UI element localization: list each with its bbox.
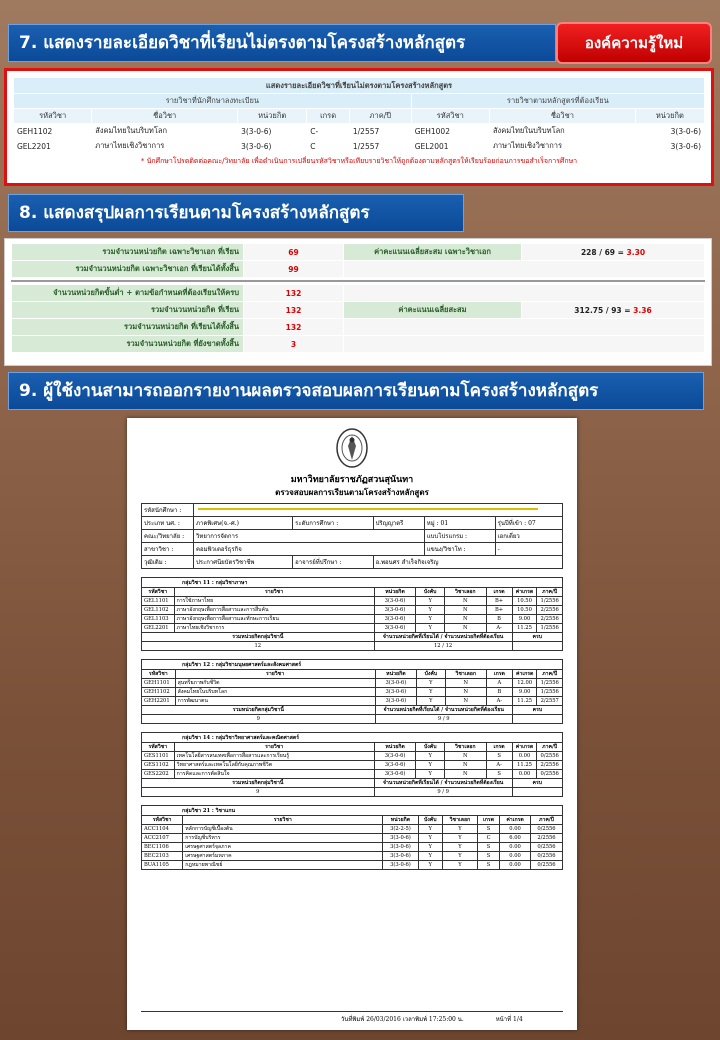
empty-cell: [344, 336, 705, 353]
required-group-header: รายวิชาตามหลักสูตรที่ต้องเรียน: [411, 94, 704, 109]
group-total: 12: [142, 642, 375, 651]
major-value: คอมพิวเตอร์ธุรกิจ: [194, 543, 425, 556]
group-col-header: รายวิชา: [174, 588, 374, 597]
course-cell: Y: [416, 606, 445, 615]
total-credits-value: 132: [244, 302, 344, 319]
sum-header-total: รวมหน่วยกิตกลุ่มวิชานี้: [142, 779, 375, 788]
course-cell: Y: [416, 597, 445, 606]
course-cell: วิทยาศาสตร์และเทคโนโลยีกับคุณภาพชีวิต: [174, 761, 374, 770]
course-cell: 0/2556: [537, 770, 563, 779]
mismatch-cell: ภาษาไทยเชิงวิชาการ: [489, 139, 635, 154]
course-cell: ภาษาอังกฤษเพื่อการสื่อสารและการสืบค้น: [174, 606, 374, 615]
course-cell: N: [445, 752, 486, 761]
mismatch-cell: สังคมไทยในบริบทโลก: [489, 124, 635, 139]
course-cell: Y: [442, 861, 477, 870]
group-col-header: ค่าเกรด: [500, 816, 531, 825]
course-cell: 3(3-0-6): [374, 597, 416, 606]
mismatch-cell: ภาษาไทยเชิงวิชาการ: [92, 139, 238, 154]
gpa-formula: 312.75 / 93 =: [574, 305, 631, 315]
group-col-header: ภาค/ปี: [537, 670, 563, 679]
group-col-header: รหัสวิชา: [142, 588, 175, 597]
course-group-table: [141, 659, 563, 724]
course-cell: N: [445, 770, 486, 779]
section8-title: 8. แสดงสรุปผลการเรียนตามโครงสร้างหลักสูตร: [8, 194, 464, 232]
sum-header-complete: ครบ: [512, 706, 562, 715]
course-cell: 3(3-0-6): [383, 834, 418, 843]
mismatch-col-header: หน่วยกิต: [635, 109, 704, 124]
course-cell: 3(3-0-6): [374, 770, 416, 779]
course-cell: N: [444, 615, 486, 624]
course-cell: Y: [416, 770, 445, 779]
mismatch-cell: 3(3-0-6): [238, 139, 307, 154]
course-cell: 11.25: [512, 624, 537, 633]
course-cell: การคิดและการตัดสินใจ: [174, 770, 374, 779]
course-cell: 2/2556: [537, 761, 563, 770]
group-total: 9: [142, 715, 376, 724]
level-value: ปริญญาตรี: [373, 517, 424, 530]
course-cell: GEL1102: [142, 606, 175, 615]
mismatch-cell: GEL2201: [14, 139, 92, 154]
major-credits-value: 69: [244, 244, 344, 261]
passed-credits-value: 132: [244, 319, 344, 336]
group-name: กลุ่มวิชา 12 : กลุ่มวิชามนุษยศาสตร์และสังคมศาสตร์: [142, 660, 563, 670]
course-cell: GEL1103: [142, 615, 175, 624]
course-cell: 3(3-0-6): [374, 606, 416, 615]
plan-label: แบบโปรแกรม :: [424, 530, 495, 543]
course-cell: Y: [418, 825, 442, 834]
course-cell: GES1102: [142, 761, 175, 770]
page-number: หน้าที่ 1/4: [495, 1016, 523, 1023]
course-cell: N: [444, 606, 486, 615]
passed-credits-label: รวมจำนวนหน่วยกิต ที่เรียนได้ทั้งสิ้น: [12, 319, 244, 336]
course-cell: S: [478, 825, 500, 834]
mismatch-col-header: เกรด: [307, 109, 350, 124]
gpa-cell: [522, 302, 705, 319]
course-cell: GEL2201: [142, 624, 175, 633]
course-cell: B+: [486, 606, 512, 615]
group-col-header: รายวิชา: [174, 743, 374, 752]
course-cell: เศรษฐศาสตร์จุลภาค: [183, 843, 383, 852]
group-ratio: 12 / 12: [374, 642, 512, 651]
group-col-header: บังคับ: [418, 816, 442, 825]
table-row: [142, 834, 563, 843]
mismatch-cell: สังคมไทยในบริบทโลก: [92, 124, 238, 139]
course-cell: S: [478, 843, 500, 852]
course-cell: Y: [416, 752, 445, 761]
course-group: [141, 659, 563, 724]
course-cell: 0.00: [512, 752, 537, 761]
level-label: ระดับการศึกษา :: [293, 517, 373, 530]
course-cell: 1/2556: [537, 688, 563, 697]
course-group-table: [141, 732, 563, 797]
degree-value: ประกาศนียบัตรวิชาชีพ: [194, 556, 293, 569]
course-cell: Y: [418, 834, 442, 843]
course-cell: การบัญชีบริหาร: [183, 834, 383, 843]
course-cell: 2/2556: [530, 834, 562, 843]
course-cell: Y: [416, 615, 445, 624]
gpa-label: ค่าคะแนนเฉลี่ยสะสม: [344, 302, 522, 319]
course-cell: หลักการบัญชีเบื้องต้น: [183, 825, 383, 834]
summary-panel: [4, 238, 712, 366]
table-row: [142, 752, 563, 761]
group-total: 9: [142, 788, 375, 797]
course-cell: กฎหมายพาณิชย์: [183, 861, 383, 870]
table-row: [142, 615, 563, 624]
minor-value: -: [495, 543, 562, 556]
mismatch-col-header: หน่วยกิต: [238, 109, 307, 124]
group-col-header: บังคับ: [416, 588, 445, 597]
empty-cell: [344, 319, 705, 336]
mismatch-col-header: รหัสวิชา: [411, 109, 489, 124]
course-cell: 2/2556: [537, 615, 563, 624]
major-credits-all-value: 99: [244, 261, 344, 278]
course-cell: ภาษาไทยเชิงวิชาการ: [174, 624, 374, 633]
course-cell: Y: [416, 624, 445, 633]
table-row: [142, 852, 563, 861]
group-col-header: เกรด: [478, 816, 500, 825]
new-knowledge-badge: องค์ความรู้ใหม่: [556, 22, 712, 64]
group-col-header: ค่าเกรด: [512, 743, 537, 752]
group-name: กลุ่มวิชา 14 : กลุ่มวิชาวิทยาศาสตร์และคณิตศาสตร์: [142, 733, 563, 743]
course-cell: S: [486, 770, 512, 779]
course-cell: N: [445, 688, 486, 697]
mismatch-col-header: รหัสวิชา: [14, 109, 92, 124]
redaction-mark: [198, 508, 538, 510]
mismatch-cell: 3(3-0-6): [635, 124, 704, 139]
major-credits-all-label: รวมจำนวนหน่วยกิต เฉพาะวิชาเอก ที่เรียนได้ทั้งสิ้น: [12, 261, 244, 278]
sum-header-ratio: จำนวนหน่วยกิตที่เรียนได้ / จำนวนหน่วยกิตที่ต้องเรียน: [374, 779, 512, 788]
course-cell: 0/2556: [530, 852, 562, 861]
group-col-header: บังคับ: [416, 743, 445, 752]
group-col-header: รหัสวิชา: [142, 670, 176, 679]
empty-cell: [344, 285, 705, 302]
mismatch-col-header: ภาค/ปี: [349, 109, 411, 124]
course-cell: 1/2556: [537, 679, 563, 688]
course-group-table: [141, 805, 563, 870]
mismatch-row: [14, 124, 705, 139]
year-label: รุ่นปีที่เข้า :: [497, 520, 527, 527]
course-group: [141, 805, 563, 870]
report-university: มหาวิทยาลัยราชภัฏสวนสุนันทา: [290, 475, 414, 485]
mismatch-note: * นักศึกษาโปรดติดต่อคณะ/วิทยาลัย เพื่อดำเนินการเปลี่ยนรหัสวิชาหรือเทียบรายวิชาให้ถูกต้องตามหลักสูตรให้เรียบร้อยก่อนการขอสำเร็จการศึกษา: [140, 157, 578, 165]
group-col-header: วิชาเลอก: [445, 670, 486, 679]
course-cell: ภาษาอังกฤษเพื่อการสื่อสารและทักษะการเรียน: [174, 615, 374, 624]
report-document: [127, 418, 577, 1030]
university-seal-icon: [334, 426, 370, 470]
major-gpa-label: ค่าคะแนนเฉลี่ยสะสม เฉพาะวิชาเอก: [344, 244, 522, 261]
group-col-header: บังคับ: [417, 670, 445, 679]
course-cell: เศรษฐศาสตร์มหภาค: [183, 852, 383, 861]
course-groups: [141, 577, 563, 870]
course-cell: Y: [418, 843, 442, 852]
course-cell: Y: [418, 852, 442, 861]
course-cell: GEH1101: [142, 679, 176, 688]
table-row: [142, 697, 563, 706]
course-cell: GEH1102: [142, 688, 176, 697]
course-cell: BEC2103: [142, 852, 183, 861]
course-cell: 3(3-0-6): [374, 761, 416, 770]
print-datetime: วันที่พิมพ์ 26/03/2016 เวลาพิมพ์ 17:25:00 น.: [341, 1016, 464, 1023]
course-cell: 3(3-0-6): [383, 861, 418, 870]
sum-header-total: รวมหน่วยกิตกลุ่มวิชานี้: [142, 633, 375, 642]
course-cell: GEL1101: [142, 597, 175, 606]
year-value: 07: [528, 520, 536, 527]
course-cell: A-: [486, 697, 512, 706]
course-cell: B: [486, 615, 512, 624]
major-gpa-formula: 228 / 69 =: [580, 247, 624, 257]
course-group: [141, 732, 563, 797]
course-group-table: [141, 577, 563, 651]
sum-header-ratio: จำนวนหน่วยกิตที่เรียนได้ / จำนวนหน่วยกิตที่ต้องเรียน: [375, 706, 512, 715]
section9-title: 9. ผู้ใช้งานสามารถออกรายงานผลตรวจสอบผลการเรียนตามโครงสร้างหลักสูตร: [8, 372, 704, 410]
degree-label: วุฒิเดิม :: [142, 556, 194, 569]
min-credits-label: จำนวนหน่วยกิตขั้นต่ำ + ตามข้อกำหนดที่ต้องเรียนให้ครบ: [12, 285, 244, 302]
major-label: สาขาวิชา :: [142, 543, 194, 556]
group-col-header: วิชาเลอก: [442, 816, 477, 825]
course-cell: Y: [442, 843, 477, 852]
major-gpa-value: 3.30: [626, 247, 646, 257]
course-cell: 6.00: [500, 834, 531, 843]
sum-header-complete: ครบ: [512, 779, 562, 788]
mismatch-course-panel: [4, 68, 714, 186]
group-col-header: เกรด: [486, 670, 512, 679]
mismatch-course-table: [13, 77, 705, 154]
group-col-header: เกรด: [486, 588, 512, 597]
course-cell: 3(3-0-6): [374, 615, 416, 624]
section7-title: 7. แสดงรายละเอียดวิชาที่เรียนไม่ตรงตามโครงสร้างหลักสูตร: [8, 24, 556, 62]
type-label: ประเภท นศ. :: [142, 517, 194, 530]
course-cell: 10.50: [512, 597, 537, 606]
course-cell: 3(3-0-6): [383, 843, 418, 852]
course-cell: Y: [417, 679, 445, 688]
mismatch-cell: 1/2557: [349, 139, 411, 154]
mismatch-cell: GEL2001: [411, 139, 489, 154]
year-cell: [495, 517, 562, 530]
table-row: [142, 624, 563, 633]
course-cell: สุนทรียภาพกับชีวิต: [175, 679, 375, 688]
table-row: [142, 861, 563, 870]
mismatch-cell: 3(3-0-6): [635, 139, 704, 154]
course-cell: 11.25: [512, 697, 537, 706]
course-cell: 2/2556: [537, 606, 563, 615]
group-col-header: ภาค/ปี: [537, 588, 563, 597]
course-cell: N: [444, 624, 486, 633]
course-cell: การพัฒนาตน: [175, 697, 375, 706]
course-group: [141, 577, 563, 651]
type-value: ภาคพิเศษ(จ.-ศ.): [194, 517, 293, 530]
group-col-header: รายวิชา: [183, 816, 383, 825]
table-row: [142, 770, 563, 779]
sum-header-ratio: จำนวนหน่วยกิตที่เรียนได้ / จำนวนหน่วยกิตที่ต้องเรียน: [374, 633, 512, 642]
mismatch-cell: C: [307, 139, 350, 154]
course-cell: GES1101: [142, 752, 175, 761]
course-cell: GEH2201: [142, 697, 176, 706]
course-cell: Y: [416, 761, 445, 770]
course-cell: การใช้ภาษาไทย: [174, 597, 374, 606]
mismatch-cell: C-: [307, 124, 350, 139]
group-value: 01: [440, 520, 449, 527]
min-credits-value: 132: [244, 285, 344, 302]
missing-credits-label: รวมจำนวนหน่วยกิต ที่ยังขาดทั้งสิ้น: [12, 336, 244, 353]
course-cell: Y: [442, 834, 477, 843]
course-cell: S: [478, 861, 500, 870]
mismatch-col-header: ชื่อวิชา: [489, 109, 635, 124]
course-cell: 0/2556: [530, 861, 562, 870]
group-col-header: ค่าเกรด: [512, 588, 537, 597]
summary-table-total: [11, 284, 705, 353]
course-cell: S: [478, 852, 500, 861]
group-complete: [512, 715, 562, 724]
course-cell: N: [445, 761, 486, 770]
course-cell: S: [486, 752, 512, 761]
table-row: [142, 825, 563, 834]
table-row: [142, 679, 563, 688]
course-cell: 12.00: [512, 679, 537, 688]
course-cell: 0/2556: [530, 825, 562, 834]
group-complete: [512, 642, 562, 651]
course-cell: BEC1106: [142, 843, 183, 852]
mismatch-cell: GEH1102: [14, 124, 92, 139]
course-cell: 3(3-0-6): [383, 852, 418, 861]
course-cell: Y: [417, 688, 445, 697]
registered-group-header: รายวิชาที่นักศึกษาลงทะเบียน: [14, 94, 412, 109]
report-footer: [141, 1011, 563, 1024]
group-cell: [424, 517, 495, 530]
course-cell: 11.25: [512, 761, 537, 770]
faculty-label: คณะ/วิทยาลัย :: [142, 530, 194, 543]
student-info-table: [141, 503, 563, 569]
course-cell: 0.00: [500, 852, 531, 861]
table-row: [142, 843, 563, 852]
major-credits-label: รวมจำนวนหน่วยกิต เฉพาะวิชาเอก ที่เรียน: [12, 244, 244, 261]
table-row: [142, 606, 563, 615]
course-cell: 3(2-2-5): [383, 825, 418, 834]
course-cell: N: [444, 597, 486, 606]
course-cell: สังคมไทยในบริบทโลก: [175, 688, 375, 697]
group-col-header: รหัสวิชา: [142, 743, 175, 752]
summary-divider: [11, 280, 705, 282]
advisor-value: อ.พอนศร สำเร็จกิจเจริญ: [373, 556, 562, 569]
course-cell: 9.00: [512, 688, 537, 697]
group-col-header: ค่าเกรด: [512, 670, 537, 679]
course-cell: 3(3-0-6): [374, 624, 416, 633]
course-cell: Y: [418, 861, 442, 870]
faculty-value: วิทยาการจัดการ: [194, 530, 425, 543]
course-cell: C: [478, 834, 500, 843]
course-cell: 1/2556: [537, 624, 563, 633]
mismatch-table-caption: แสดงรายละเอียดวิชาที่เรียนไม่ตรงตามโครงสร้างหลักสูตร: [14, 78, 705, 94]
student-id-label: รหัสนักศึกษา :: [142, 504, 194, 517]
course-cell: Y: [417, 697, 445, 706]
group-name: กลุ่มวิชา 21 : วิชาแกน: [142, 806, 563, 816]
group-ratio: 9 / 9: [374, 788, 512, 797]
report-subtitle: ตรวจสอบผลการเรียนตามโครงสร้างหลักสูตร: [275, 487, 429, 497]
group-ratio: 9 / 9: [375, 715, 512, 724]
minor-label: แขนง/วิชาโท :: [424, 543, 495, 556]
course-cell: 10.50: [512, 606, 537, 615]
plan-value: เอกเดี่ยว: [495, 530, 562, 543]
course-cell: ACC2107: [142, 834, 183, 843]
course-cell: 0.00: [512, 770, 537, 779]
course-cell: 0/2556: [537, 752, 563, 761]
course-cell: GES2202: [142, 770, 175, 779]
summary-table-major: [11, 243, 705, 278]
group-col-header: ภาค/ปี: [530, 816, 562, 825]
group-name: กลุ่มวิชา 11 : กลุ่มวิชาภาษา: [142, 578, 563, 588]
course-cell: 3(3-0-6): [374, 752, 416, 761]
group-col-header: รหัสวิชา: [142, 816, 183, 825]
group-col-header: เกรด: [486, 743, 512, 752]
mismatch-row: [14, 139, 705, 154]
course-cell: N: [445, 697, 486, 706]
sum-header-total: รวมหน่วยกิตกลุ่มวิชานี้: [142, 706, 376, 715]
course-cell: 9.00: [512, 615, 537, 624]
advisor-label: อาจารย์ที่ปรึกษา :: [293, 556, 373, 569]
group-col-header: วิชาเลอก: [445, 743, 486, 752]
table-row: [142, 597, 563, 606]
course-cell: B: [486, 688, 512, 697]
missing-credits-value: 3: [244, 336, 344, 353]
group-col-header: วิชาเลอก: [444, 588, 486, 597]
course-cell: B+: [486, 597, 512, 606]
group-label: หมู่ :: [426, 520, 439, 527]
mismatch-cell: 3(3-0-6): [238, 124, 307, 139]
course-cell: A-: [486, 624, 512, 633]
student-id-redacted: [194, 504, 563, 517]
course-cell: Y: [442, 852, 477, 861]
course-cell: 0/2556: [530, 843, 562, 852]
mismatch-col-header: ชื่อวิชา: [92, 109, 238, 124]
course-cell: 0.00: [500, 825, 531, 834]
course-cell: 3(3-0-6): [375, 697, 417, 706]
table-row: [142, 688, 563, 697]
course-cell: Y: [442, 825, 477, 834]
course-cell: เทคโนโลยีสารสนเทศเพื่อการสื่อสารและการเรียนรู้: [174, 752, 374, 761]
group-col-header: หน่วยกิต: [375, 670, 417, 679]
group-col-header: หน่วยกิต: [374, 588, 416, 597]
group-col-header: รายวิชา: [175, 670, 375, 679]
course-cell: N: [445, 679, 486, 688]
major-gpa-cell: [522, 244, 705, 261]
empty-cell: [344, 261, 705, 278]
mismatch-cell: GEH1002: [411, 124, 489, 139]
total-credits-label: รวมจำนวนหน่วยกิต ที่เรียน: [12, 302, 244, 319]
course-cell: 0.00: [500, 843, 531, 852]
group-complete: [512, 788, 562, 797]
course-cell: ACC1104: [142, 825, 183, 834]
course-cell: 3(3-0-6): [375, 688, 417, 697]
course-cell: BUA1105: [142, 861, 183, 870]
gpa-value: 3.36: [633, 305, 652, 315]
course-cell: 2/2557: [537, 697, 563, 706]
course-cell: 1/2556: [537, 597, 563, 606]
mismatch-cell: 1/2557: [349, 124, 411, 139]
course-cell: A-: [486, 761, 512, 770]
sum-header-complete: ครบ: [512, 633, 562, 642]
table-row: [142, 761, 563, 770]
course-cell: 3(3-0-6): [375, 679, 417, 688]
course-cell: A: [486, 679, 512, 688]
group-col-header: ภาค/ปี: [537, 743, 563, 752]
group-col-header: หน่วยกิต: [374, 743, 416, 752]
group-col-header: หน่วยกิต: [383, 816, 418, 825]
course-cell: 0.00: [500, 861, 531, 870]
